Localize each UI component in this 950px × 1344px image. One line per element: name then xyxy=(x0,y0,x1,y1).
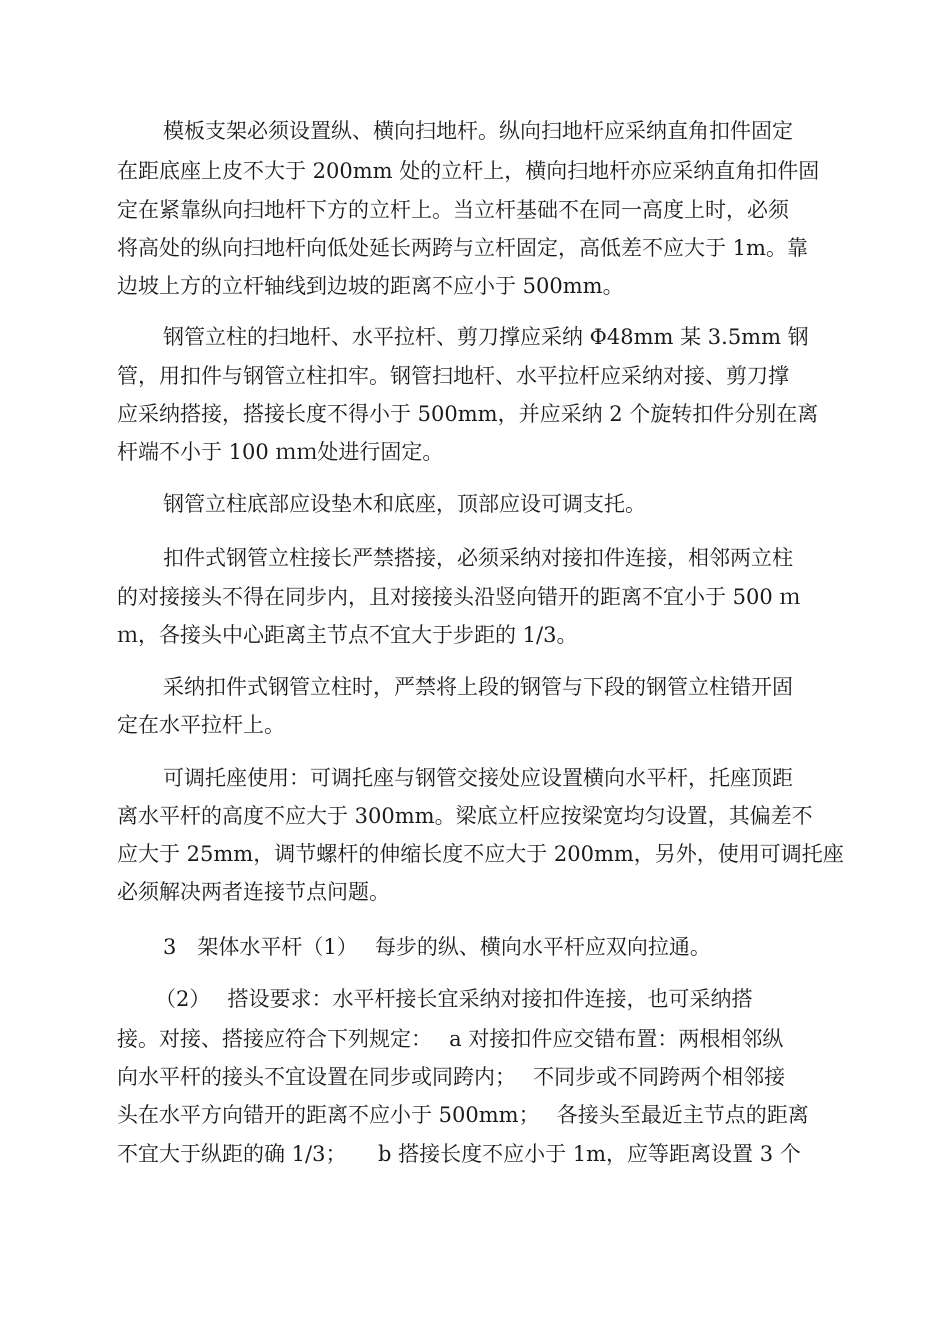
paragraph-2-line-2: 管，用扣件与钢管立柱扣牢。钢管扫地杆、水平拉杆应采纳对接、剪刀撑 xyxy=(117,364,789,388)
paragraph-2-line-3: 应采纳搭接，搭接长度不得小于 500mm，并应采纳 2 个旋转扣件分别在离 xyxy=(117,402,819,426)
paragraph-7-line-1: 3 架体水平杆（1） 每步的纵、横向水平杆应双向拉通。 xyxy=(163,935,711,959)
paragraph-8-line-5: 不宜大于纵距的确 1/3； b 搭接长度不应小于 1m，应等距离设置 3 个 xyxy=(117,1142,801,1166)
paragraph-4-line-2: 的对接接头不得在同步内，且对接接头沿竖向错开的距离不宜小于 500 ｍ xyxy=(117,585,801,609)
paragraph-4-line-3: ｍ，各接头中心距离主节点不宜大于步距的 1/3。 xyxy=(117,623,578,647)
paragraph-2-line-1: 钢管立柱的扫地杆、水平拉杆、剪刀撑应采纳 Φ48mm 某 3.5mm 钢 xyxy=(163,325,809,349)
paragraph-1-line-5: 边坡上方的立杆轴线到边坡的距离不应小于 500mm。 xyxy=(117,274,624,298)
paragraph-6-line-2: 离水平杆的高度不应大于 300mm。梁底立杆应按梁宽均匀设置，其偏差不 xyxy=(117,804,813,828)
paragraph-8-line-1: （2） 搭设要求：水平杆接长宜采纳对接扣件连接，也可采纳搭 xyxy=(155,987,753,1011)
paragraph-1-line-2: 在距底座上皮不大于 200mm 处的立杆上，横向扫地杆亦应采纳直角扣件固 xyxy=(117,159,820,183)
paragraph-8-line-4: 头在水平方向错开的距离不应小于 500mm； 各接头至最近主节点的距离 xyxy=(117,1103,809,1127)
paragraph-4-line-1: 扣件式钢管立柱接长严禁搭接，必须采纳对接扣件连接，相邻两立柱 xyxy=(163,546,793,570)
paragraph-5-line-1: 采纳扣件式钢管立柱时，严禁将上段的钢管与下段的钢管立柱错开固 xyxy=(163,675,793,699)
paragraph-1-line-4: 将高处的纵向扫地杆向低处延长两跨与立杆固定，高低差不应大于 1m。靠 xyxy=(117,236,808,260)
paragraph-8-line-2: 接。对接、搭接应符合下列规定： a 对接扣件应交错布置：两根相邻纵 xyxy=(117,1027,784,1051)
paragraph-6-line-1: 可调托座使用：可调托座与钢管交接处应设置横向水平杆，托座顶距 xyxy=(163,766,793,790)
paragraph-2-line-4: 杆端不小于 100 ｍｍ处进行固定。 xyxy=(117,440,444,464)
paragraph-6-line-3: 应大于 25mm，调节螺杆的伸缩长度不应大于 200mm，另外，使用可调托座 xyxy=(117,842,844,866)
paragraph-3-line-1: 钢管立柱底部应设垫木和底座，顶部应设可调支托。 xyxy=(163,492,646,516)
paragraph-1-line-3: 定在紧靠纵向扫地杆下方的立杆上。当立杆基础不在同一高度上时，必须 xyxy=(117,198,789,222)
paragraph-5-line-2: 定在水平拉杆上。 xyxy=(117,713,285,737)
paragraph-6-line-4: 必须解决两者连接节点问题。 xyxy=(117,880,390,904)
paragraph-1-line-1: 模板支架必须设置纵、横向扫地杆。纵向扫地杆应采纳直角扣件固定 xyxy=(163,119,793,143)
paragraph-8-line-3: 向水平杆的接头不宜设置在同步或同跨内； 不同步或不同跨两个相邻接 xyxy=(117,1065,786,1089)
